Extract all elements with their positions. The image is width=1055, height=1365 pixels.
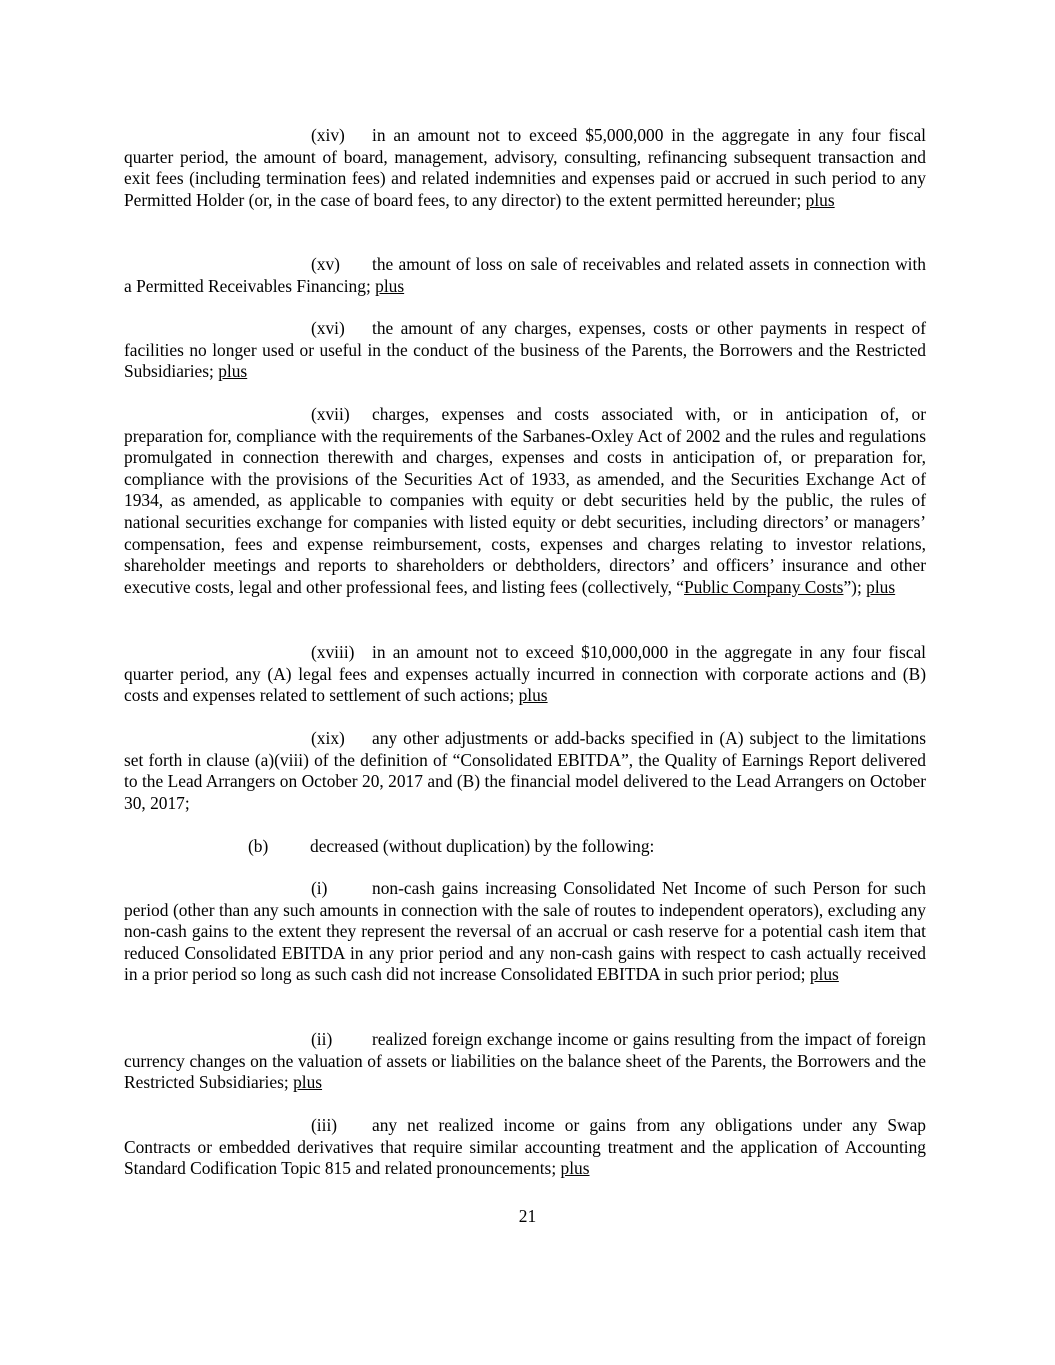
clause-text: decreased (without duplication) by the following: bbox=[310, 836, 655, 856]
paragraph-number: (xiv) bbox=[311, 125, 345, 145]
paragraph-text: the amount of any charges, expenses, costs or other payments in respect of facilities no longer used or useful in the conduct of the business of the Parents, the Borrowers and the Restricted Subsidiaries; bbox=[124, 318, 926, 382]
sub-paragraph-ii bbox=[124, 1029, 926, 1094]
plus-keyword: plus bbox=[805, 189, 835, 210]
paragraph-xv bbox=[124, 254, 926, 297]
paragraph-xvi bbox=[124, 318, 926, 383]
plus-keyword: plus bbox=[809, 964, 839, 985]
paragraph-number: (i) bbox=[311, 878, 328, 898]
paragraph-number: (xviii) bbox=[311, 642, 355, 662]
defined-term: Public Company Costs bbox=[684, 576, 844, 597]
paragraph-text: non-cash gains increasing Consolidated Net Income of such Person for such period (other than any such amounts in connection with the sale of routes to independent operators), excluding any non-cash gains to the extent they represent the reversal of an accrual or cash reserve for a potential cash item that reduced Consolidated EBITDA in any prior period and any non-cash gains with respect to cash actually received in a prior period so long as such cash did not increase Consolidated EBITDA in such prior period; bbox=[124, 878, 926, 985]
clause-number: (b) bbox=[248, 836, 269, 856]
plus-keyword: plus bbox=[866, 576, 896, 597]
paragraph-number: (iii) bbox=[311, 1115, 338, 1135]
paragraph-xviii bbox=[124, 642, 926, 707]
paragraph-number: (xix) bbox=[311, 728, 345, 748]
paragraph-xiv bbox=[124, 125, 926, 211]
paragraph-number: (xvi) bbox=[311, 318, 345, 338]
paragraph-text: in an amount not to exceed $5,000,000 in the aggregate in any four fiscal quarter period, the amount of board, management, advisory, consulting, refinancing subsequent transaction and exit fees (including termination fees) and related indemnities and expenses paid or accrued in such period to any Permitted Holder (or, in the case of board fees, to any director) to the extent permitted hereunder; bbox=[124, 125, 926, 210]
paragraph-number: (ii) bbox=[311, 1029, 333, 1049]
sub-paragraph-i bbox=[124, 878, 926, 986]
paragraph-text: charges, expenses and costs associated with, or in anticipation of, or preparation for, compliance with the requirements of the Sarbanes-Oxley Act of 2002 and the rules and regulations promulgated in connection therewith and charges, expenses and costs in anticipation of, or preparation for, compliance with the provisions of the Securities Act of 1933, as amended, and the Securities Exchange Act of 1934, as amended, as applicable to companies with equity or debt securities held by the public, the rules of national securities exchange for companies with listed equity or debt securities, including directors’ or managers’ compensation, fees and expense reimbursement, costs, expenses and charges relating to investor relations, shareholder meetings and reports to shareholders or debtholders, directors’ and officers’ insurance and other executive costs, legal and other professional fees, and listing fees (collectively, “ bbox=[124, 404, 926, 597]
page-number: 21 bbox=[518, 1206, 537, 1226]
paragraph-text: any net realized income or gains from any obligations under any Swap Contracts or embedded derivatives that require similar accounting treatment and the application of Accounting Standard Codification Topic 815 and related pronouncements; bbox=[124, 1115, 926, 1179]
paragraph-number: (xv) bbox=[311, 254, 340, 274]
paragraph-xix bbox=[124, 728, 926, 814]
plus-keyword: plus bbox=[218, 361, 248, 382]
paragraph-text: realized foreign exchange income or gains resulting from the impact of foreign currency changes on the valuation of assets or liabilities on the balance sheet of the Parents, the Borrowers and the Restricted Subsidiaries; bbox=[124, 1029, 926, 1093]
plus-keyword: plus bbox=[293, 1072, 323, 1093]
plus-keyword: plus bbox=[375, 275, 405, 296]
paragraph-text: in an amount not to exceed $10,000,000 in the aggregate in any four fiscal quarter period, any (A) legal fees and expenses actually incurred in connection with corporate actions and (B) costs and expenses related to settlement of such actions; bbox=[124, 642, 926, 706]
sub-paragraph-iii bbox=[124, 1115, 926, 1180]
plus-keyword: plus bbox=[560, 1158, 590, 1179]
paragraph-xvii bbox=[124, 404, 926, 598]
paragraph-number: (xvii) bbox=[311, 404, 350, 424]
paragraph-text: any other adjustments or add-backs specified in (A) subject to the limitations set forth in clause (a)(viii) of the definition of “Consolidated EBITDA”, the Quality of Earnings Report delivered to the Lead Arrangers on October 20, 2017 and (B) the financial model delivered to the Lead Arrangers on October 30, 2017; bbox=[124, 728, 926, 813]
paragraph-text-end: ”); bbox=[843, 576, 867, 597]
clause-b bbox=[248, 836, 654, 858]
plus-keyword: plus bbox=[518, 685, 548, 706]
paragraph-text: the amount of loss on sale of receivables and related assets in connection with a Permitted Receivables Financing; bbox=[124, 254, 926, 296]
